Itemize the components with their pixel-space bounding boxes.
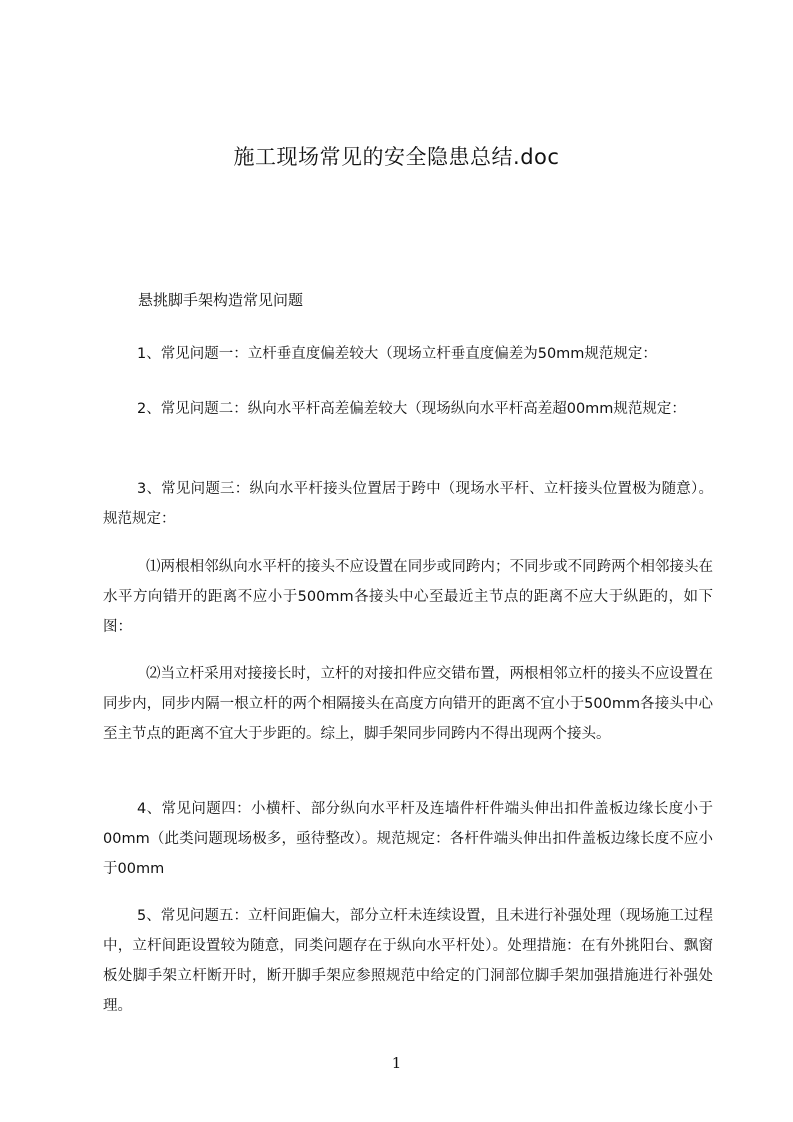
paragraph-issue-3: 3、常见问题三：纵向水平杆接头位置居于跨中（现场水平杆、立杆接头位置极为随意）。规范规定： (103, 481, 713, 527)
paragraph-issue-4: 4、常见问题四：小横杆、部分纵向水平杆及连墙件杆件端头伸出扣件盖板边缘长度小于00mm（此类问题现场极多，亟待整改）。规范规定：各杆件端头伸出扣件盖板边缘长度不应小于00mm (103, 801, 713, 877)
paragraph-rule-1: ⑴两根相邻纵向水平杆的接头不应设置在同步或同跨内；不同步或不同跨两个相邻接头在水平方向错开的距离不应小于500mm各接头中心至最近主节点的距离不应大于纵距的，如下图： (103, 559, 713, 635)
section-heading: 悬挑脚手架构造常见问题 (138, 291, 304, 309)
paragraph-issue-2: 2、常见问题二：纵向水平杆高差偏差较大（现场纵向水平杆高差超00mm规范规定： (137, 401, 686, 417)
paragraph-rule-2: ⑵当立杆采用对接接长时，立杆的对接扣件应交错布置，两根相邻立杆的接头不应设置在同步内，同步内隔一根立杆的两个相隔接头在高度方向错开的距离不宜小于500mm各接头中心至主节点的距离不宜大于步距的。综上，脚手架同步同跨内不得出现两个接头。 (103, 666, 713, 742)
paragraph-issue-5: 5、常见问题五：立杆间距偏大，部分立杆未连续设置，且未进行补强处理（现场施工过程中，立杆间距设置较为随意，同类问题存在于纵向水平杆处）。处理措施：在有外挑阳台、飘窗板处脚手架立杆断开时，断开脚手架应参照规范中给定的门洞部位脚手架加强措施进行补强处理。 (103, 908, 713, 1014)
paragraph-issue-1: 1、常见问题一：立杆垂直度偏差较大（现场立杆垂直度偏差为50mm规范规定： (137, 346, 657, 362)
document-title: 施工现场常见的安全隐患总结.doc (233, 145, 560, 169)
page-number: 1 (391, 1054, 402, 1072)
